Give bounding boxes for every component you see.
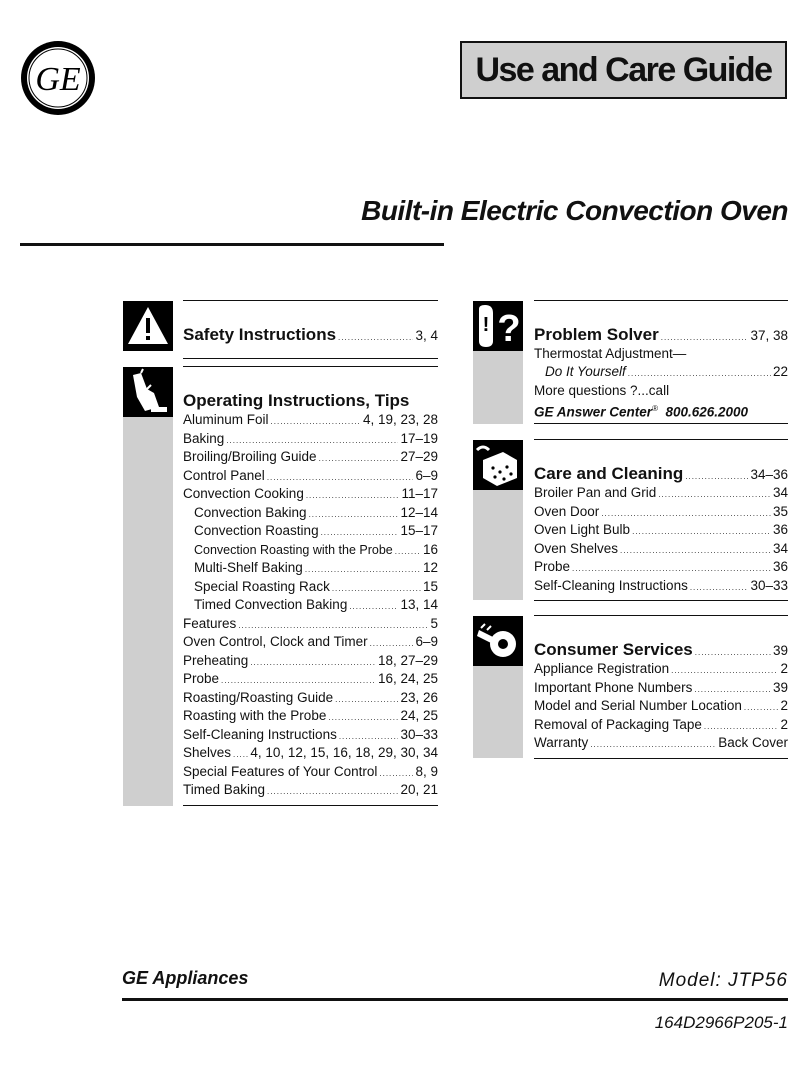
svg-text:!: ! — [482, 314, 490, 336]
warning-icon — [123, 301, 173, 351]
divider — [183, 300, 438, 301]
toc-item[interactable]: Probe ..... 36 — [534, 558, 788, 577]
toc-subitem[interactable]: Timed Convection Baking ..... 13, 14 — [183, 596, 438, 615]
ge-logo-text: GE — [35, 61, 81, 98]
divider — [183, 805, 438, 806]
problem-title: Problem Solver — [534, 325, 659, 344]
header-rule — [20, 243, 444, 246]
toc-item[interactable]: Probe ..... 16, 24, 25 — [183, 670, 438, 689]
divider — [534, 615, 788, 616]
toc-item[interactable]: Roasting/Roasting Guide ..... 23, 26 — [183, 689, 438, 708]
divider — [534, 423, 788, 424]
leader — [338, 333, 413, 342]
problem-side-bar — [473, 351, 523, 424]
toc-item[interactable]: Broiler Pan and Grid ..... 34 — [534, 484, 788, 503]
toc-item[interactable]: Self-Cleaning Instructions ..... 30–33 — [534, 577, 788, 596]
brand-name: GE Appliances — [122, 968, 249, 988]
toc-item[interactable]: Broiling/Broiling Guide ..... 27–29 — [183, 448, 438, 467]
operating-side-bar — [123, 417, 173, 806]
consumer-pages: 39 — [772, 643, 788, 658]
toc-item[interactable]: Warranty ..... Back Cover — [534, 734, 788, 753]
leader — [695, 648, 771, 657]
part-number: 164D2966P205-1 — [654, 1013, 788, 1032]
divider — [183, 358, 438, 359]
toc-item[interactable]: Removal of Packaging Tape ..... 2 — [534, 716, 788, 735]
toc-item[interactable]: Important Phone Numbers ..... 39 — [534, 679, 788, 698]
diy-label: Do It Yourself — [545, 364, 626, 379]
footer-rule — [122, 998, 788, 1001]
toc-subitem[interactable]: Convection Roasting with the Probe ..... 16 — [183, 541, 438, 560]
consumer-list — [534, 660, 788, 753]
operating-title: Operating Instructions, Tips — [183, 391, 410, 410]
care-side-bar — [473, 490, 523, 600]
leader — [685, 472, 748, 481]
registered-mark: ® — [652, 404, 658, 413]
safety-pages: 3, 4 — [415, 328, 438, 343]
toc-subitem[interactable]: Convection Roasting ..... 15–17 — [183, 522, 438, 541]
sponge-icon — [473, 440, 523, 490]
toc-item[interactable]: Self-Cleaning Instructions ..... 30–33 — [183, 726, 438, 745]
hand-pointing-icon — [123, 367, 173, 417]
toc-item[interactable]: Special Features of Your Control ..... 8, 9 — [183, 763, 438, 782]
product-subtitle: Built-in Electric Convection Oven — [361, 195, 788, 226]
model-number: Model: JTP56 — [658, 970, 788, 991]
answer-center-phone: 800.626.2000 — [665, 404, 749, 420]
toc-subitem[interactable]: Convection Baking ..... 12–14 — [183, 504, 438, 523]
divider — [534, 300, 788, 301]
diy-pages: 22 — [772, 364, 788, 379]
answer-center[interactable] — [534, 400, 748, 422]
question-icon — [473, 301, 523, 351]
operating-list — [183, 411, 438, 800]
care-title: Care and Cleaning — [534, 464, 684, 483]
svg-text:?: ? — [497, 308, 521, 350]
toc-item[interactable]: Oven Control, Clock and Timer ..... 6–9 — [183, 633, 438, 652]
care-heading[interactable] — [534, 464, 788, 484]
problem-pages: 37, 38 — [750, 328, 788, 343]
divider — [534, 600, 788, 601]
leader — [661, 333, 749, 342]
toc-item[interactable]: Preheating ..... 18, 27–29 — [183, 652, 438, 671]
safety-heading[interactable] — [183, 325, 438, 345]
divider — [183, 366, 438, 367]
toc-item[interactable]: Features ..... 5 — [183, 615, 438, 634]
consumer-title: Consumer Services — [534, 640, 693, 659]
care-pages: 34–36 — [750, 467, 788, 482]
consumer-heading[interactable] — [534, 640, 788, 660]
toc-item[interactable]: Aluminum Foil ..... 4, 19, 23, 28 — [183, 411, 438, 430]
problem-heading[interactable] — [534, 325, 788, 345]
more-questions: More questions ?...call — [534, 383, 670, 398]
toc-subitem[interactable]: Special Roasting Rack ..... 15 — [183, 578, 438, 597]
toc-item[interactable]: Model and Serial Number Location ..... 2 — [534, 697, 788, 716]
toc-subitem[interactable]: Multi-Shelf Baking ..... 12 — [183, 559, 438, 578]
toc-item[interactable]: Appliance Registration ..... 2 — [534, 660, 788, 679]
toc-item[interactable]: Oven Light Bulb ..... 36 — [534, 521, 788, 540]
diy-row[interactable] — [545, 363, 788, 382]
thermostat-label: Thermostat Adjustment— — [534, 346, 687, 361]
ge-logo — [20, 40, 96, 116]
consumer-side-bar — [473, 666, 523, 758]
guide-title: Use and Care Guide — [475, 51, 772, 89]
divider — [534, 439, 788, 440]
toc-item[interactable]: Shelves ..... 4, 10, 12, 15, 16, 18, 29, 30, 34 — [183, 744, 438, 763]
safety-title: Safety Instructions — [183, 325, 337, 344]
divider — [534, 758, 788, 759]
toc-item[interactable]: Roasting with the Probe ..... 24, 25 — [183, 707, 438, 726]
toc-item[interactable]: Convection Cooking ..... 11–17 — [183, 485, 438, 504]
care-list — [534, 484, 788, 595]
toc-item[interactable]: Control Panel ..... 6–9 — [183, 467, 438, 486]
answer-center-name: GE Answer Center — [534, 404, 653, 420]
toc-item[interactable]: Oven Door ..... 35 — [534, 503, 788, 522]
toc-item[interactable]: Oven Shelves ..... 34 — [534, 540, 788, 559]
tape-icon — [473, 616, 523, 666]
toc-item[interactable]: Baking ..... 17–19 — [183, 430, 438, 449]
toc-item[interactable]: Timed Baking ..... 20, 21 — [183, 781, 438, 800]
